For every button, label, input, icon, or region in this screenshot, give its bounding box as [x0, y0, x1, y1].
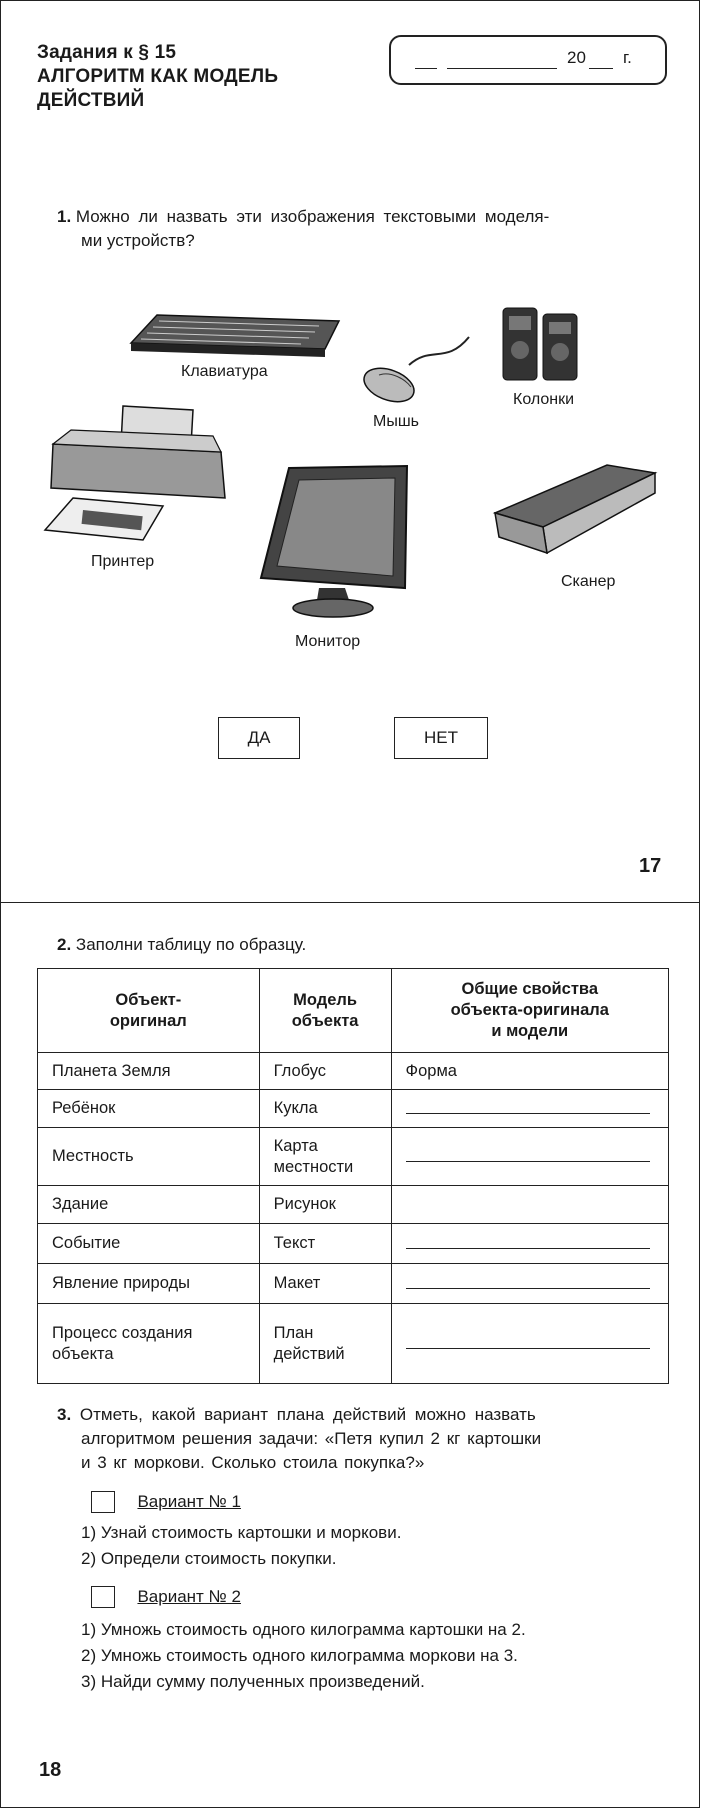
cell-props: Форма — [391, 1053, 668, 1090]
variant-2-option[interactable] — [91, 1586, 241, 1608]
workbook-page-18 — [0, 902, 700, 1808]
variant-1-label: Вариант № 1 — [137, 1492, 241, 1511]
table-row — [38, 1128, 669, 1186]
variant-1-step: 2) Определи стоимость покупки. — [81, 1549, 337, 1568]
cell-model: Глобус — [259, 1053, 391, 1090]
date-year-suffix: г. — [623, 48, 632, 67]
answer-line[interactable] — [406, 1238, 650, 1249]
question-1-text-line2: ми устройств? — [81, 231, 195, 250]
variant-1-option[interactable] — [91, 1491, 241, 1513]
scanner-icon — [489, 463, 659, 563]
question-2 — [57, 933, 306, 957]
question-1-number: 1. — [57, 207, 72, 226]
cell-original: Процесс создания объекта — [38, 1304, 260, 1384]
variant-2-step: 2) Умножь стоимость одного килограмма моркови на 3. — [81, 1646, 518, 1665]
date-year-prefix: 20 — [567, 48, 586, 67]
cell-original: Событие — [38, 1224, 260, 1264]
table-row — [38, 1053, 669, 1090]
speakers-label: Колонки — [513, 391, 575, 408]
cell-original: Местность — [38, 1128, 260, 1186]
table-row — [38, 1224, 669, 1264]
monitor-icon — [259, 466, 409, 626]
table-header-row — [38, 969, 669, 1053]
speakers-icon — [499, 306, 583, 384]
cell-props-blank[interactable] — [391, 1264, 668, 1304]
workbook-page-17 — [0, 0, 700, 903]
section-title-line3: ДЕЙСТВИЙ — [37, 90, 145, 111]
cell-props-blank[interactable] — [391, 1090, 668, 1128]
variant-2-step: 3) Найди сумму полученных произведений. — [81, 1672, 425, 1691]
date-day-blank — [415, 68, 437, 69]
question-2-text: Заполни таблицу по образцу. — [75, 935, 307, 954]
variant-1-step: 1) Узнай стоимость картошки и моркови. — [81, 1523, 402, 1542]
variant-2-step: 1) Умножь стоимость одного килограмма картошки на 2. — [81, 1620, 526, 1639]
variant-1-steps — [81, 1520, 401, 1572]
cell-props-blank[interactable] — [391, 1304, 668, 1384]
cell-model: Макет — [259, 1264, 391, 1304]
answer-line[interactable] — [406, 1338, 650, 1349]
answer-line[interactable] — [406, 1151, 650, 1162]
printer-label: Принтер — [91, 553, 155, 570]
printer-icon — [43, 406, 229, 544]
question-3-text-line1: Отметь, какой вариант плана действий можно назвать — [79, 1405, 536, 1424]
cell-model: Текст — [259, 1224, 391, 1264]
cell-props-blank[interactable] — [391, 1186, 668, 1224]
scanner-label: Сканер — [561, 573, 616, 590]
variant-2-checkbox[interactable] — [91, 1586, 115, 1608]
cell-original: Явление природы — [38, 1264, 260, 1304]
section-title-line2: АЛГОРИТМ КАК МОДЕЛЬ — [37, 66, 279, 87]
answer-no-box[interactable]: НЕТ — [394, 717, 488, 759]
keyboard-icon — [129, 313, 341, 363]
cell-original: Здание — [38, 1186, 260, 1224]
question-2-number: 2. — [57, 935, 72, 954]
cell-props-blank[interactable] — [391, 1128, 668, 1186]
header-common-props: Общие свойства объекта-оригинала и модели — [391, 969, 668, 1053]
question-3-number: 3. — [57, 1405, 72, 1424]
date-year-blank — [589, 68, 613, 69]
cell-model: Рисунок — [259, 1186, 391, 1224]
variant-2-label: Вариант № 2 — [137, 1587, 241, 1606]
cell-original: Ребёнок — [38, 1090, 260, 1128]
table-row — [38, 1090, 669, 1128]
cell-original: Планета Земля — [38, 1053, 260, 1090]
page-number-18: 18 — [39, 1759, 62, 1781]
section-title — [37, 41, 278, 113]
question-3-text-line2: алгоритмом решения задачи: «Петя купил 2 кг картошки — [81, 1429, 542, 1448]
header-model: Модель объекта — [259, 969, 391, 1053]
date-field[interactable] — [389, 35, 667, 85]
header-original: Объект- оригинал — [38, 969, 260, 1053]
date-month-blank — [447, 68, 557, 69]
cell-model: Кукла — [259, 1090, 391, 1128]
table-row — [38, 1304, 669, 1384]
mouse-icon — [361, 335, 471, 405]
question-1-text-line1: Можно ли назвать эти изображения текстовыми моделя- — [75, 207, 550, 226]
cell-model: План действий — [259, 1304, 391, 1384]
cell-props-blank[interactable] — [391, 1224, 668, 1264]
monitor-label: Монитор — [295, 633, 361, 650]
mouse-label: Мышь — [373, 413, 419, 430]
question-3-text-line3: и 3 кг моркови. Сколько стоила покупка?» — [81, 1453, 425, 1472]
answer-line[interactable] — [406, 1278, 650, 1289]
answer-line[interactable] — [406, 1103, 650, 1114]
properties-table — [37, 968, 669, 1384]
section-title-line1: Задания к § 15 — [37, 42, 177, 63]
question-3 — [57, 1403, 677, 1475]
table-row — [38, 1186, 669, 1224]
answer-yes-box[interactable]: ДА — [218, 717, 300, 759]
keyboard-label: Клавиатура — [181, 363, 268, 380]
variant-1-checkbox[interactable] — [91, 1491, 115, 1513]
variant-2-steps — [81, 1617, 526, 1695]
table-row — [38, 1264, 669, 1304]
question-1 — [57, 205, 677, 253]
page-number-17: 17 — [639, 855, 662, 877]
cell-model: Карта местности — [259, 1128, 391, 1186]
